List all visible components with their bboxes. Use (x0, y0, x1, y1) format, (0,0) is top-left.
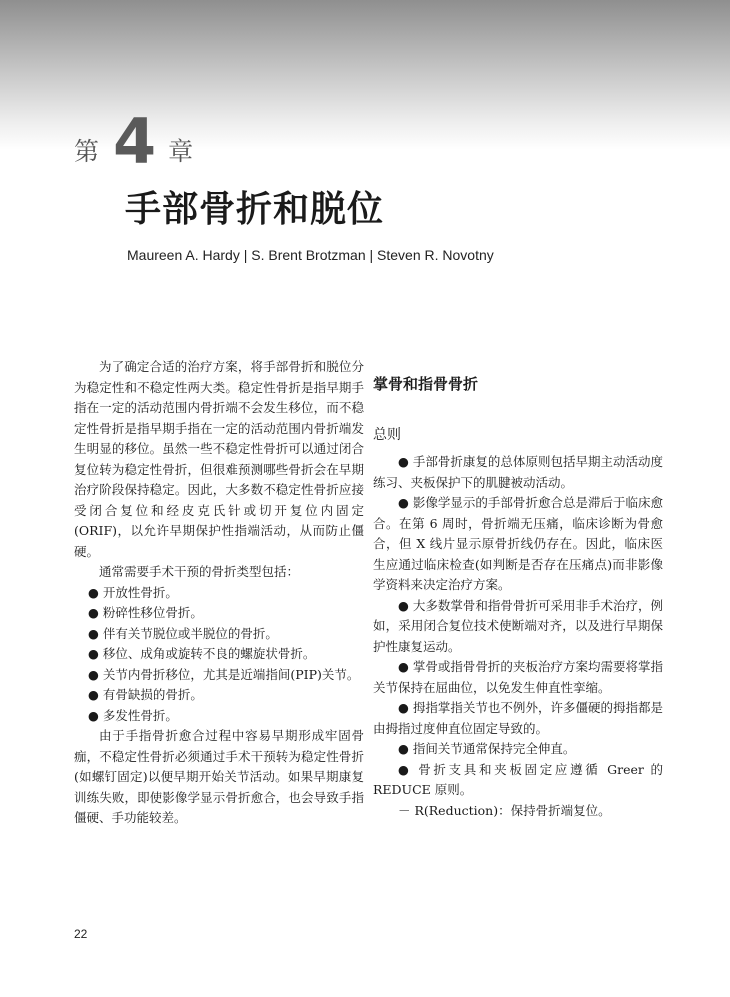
principle-item: ● 骨折支具和夹板固定应遵循 Greer 的 REDUCE 原则。 (373, 761, 663, 797)
principle-item: ● 大多数掌骨和指骨骨折可采用非手术治疗，例如，采用闭合复位技术使断端对齐，以及进行早期保护性康复运动。 (373, 597, 663, 654)
page-number: 22 (74, 927, 88, 941)
list-item: ● 伴有关节脱位或半脱位的骨折。 (88, 625, 278, 641)
closing-paragraph: 由于手指骨折愈合过程中容易早期形成牢固骨痂，不稳定性骨折必须通过手术干预转为稳定性骨折(如螺钉固定)以便早期开始关节活动。如果早期康复训练失败，即使影像学显示骨折愈合，也会导致手指僵硬、手功能较差。 (74, 728, 364, 825)
principle-item: ● 拇指掌指关节也不例外，许多僵硬的拇指都是由拇指过度伸直位固定导致的。 (373, 700, 663, 736)
chapter-prefix: 第 (74, 137, 100, 166)
list-item: ● 粉碎性移位骨折。 (88, 605, 203, 620)
principle-item: ● 影像学显示的手部骨折愈合总是滞后于临床愈合。在第 6 周时，骨折端无压痛，临床诊断为骨愈合，但 X 线片显示原骨折线仍存在。因此，临床医生应通过临床检查(如判断是否存在压痛点)而非影像学资料来决定治疗方案。 (373, 495, 663, 592)
left-column (74, 357, 364, 829)
principle-item: ● 掌骨或指骨骨折的夹板治疗方案均需要将掌指关节保持在屈曲位，以免发生伸直性挛缩。 (373, 659, 663, 695)
chapter-title: 手部骨折和脱位 (125, 189, 385, 230)
intro-paragraph: 为了确定合适的治疗方案，将手部骨折和脱位分为稳定性和不稳定性两大类。稳定性骨折是指早期手指在一定的活动范围内骨折端不会发生移位，而不稳定性骨折是指早期手指在一定的活动范围内骨折端发生明显的移位。虽然一些不稳定性骨折可以通过闭合复位转为稳定性骨折，但很难预测哪些骨折会在早期治疗阶段保持稳定。因此，大多数不稳定性骨折应接受闭合复位和经皮克氏针或切开复位内固定(ORIF)，以允许早期保护性指端活动，从而防止僵硬。 (74, 359, 364, 559)
list-item: ● 移位、成角或旋转不良的螺旋状骨折。 (88, 646, 316, 661)
chapter-suffix: 章 (168, 137, 194, 166)
principle-item: ● 手部骨折康复的总体原则包括早期主动活动度练习、夹板保护下的肌腱被动活动。 (373, 454, 663, 490)
list-item: ● 关节内骨折移位，尤其是近端指间(PIP)关节。 (88, 666, 360, 682)
right-column (373, 372, 663, 821)
subsection-title: 总则 (373, 427, 401, 443)
chapter-number: 4 (113, 105, 157, 178)
reduce-sub-item: － R(Reduction)：保持骨折端复位。 (398, 802, 611, 818)
list-item: ● 开放性骨折。 (88, 584, 178, 600)
chapter-label (74, 105, 194, 178)
principle-item: ● 指间关节通常保持完全伸直。 (398, 741, 576, 756)
list-item: ● 多发性骨折。 (88, 707, 178, 723)
list-intro: 通常需要手术干预的骨折类型包括： (99, 564, 300, 579)
list-item: ● 有骨缺损的骨折。 (88, 687, 203, 702)
authors-line: Maureen A. Hardy | S. Brent Brotzman | Steven R. Novotny (127, 247, 494, 263)
section-title: 掌骨和指骨骨折 (373, 375, 479, 393)
